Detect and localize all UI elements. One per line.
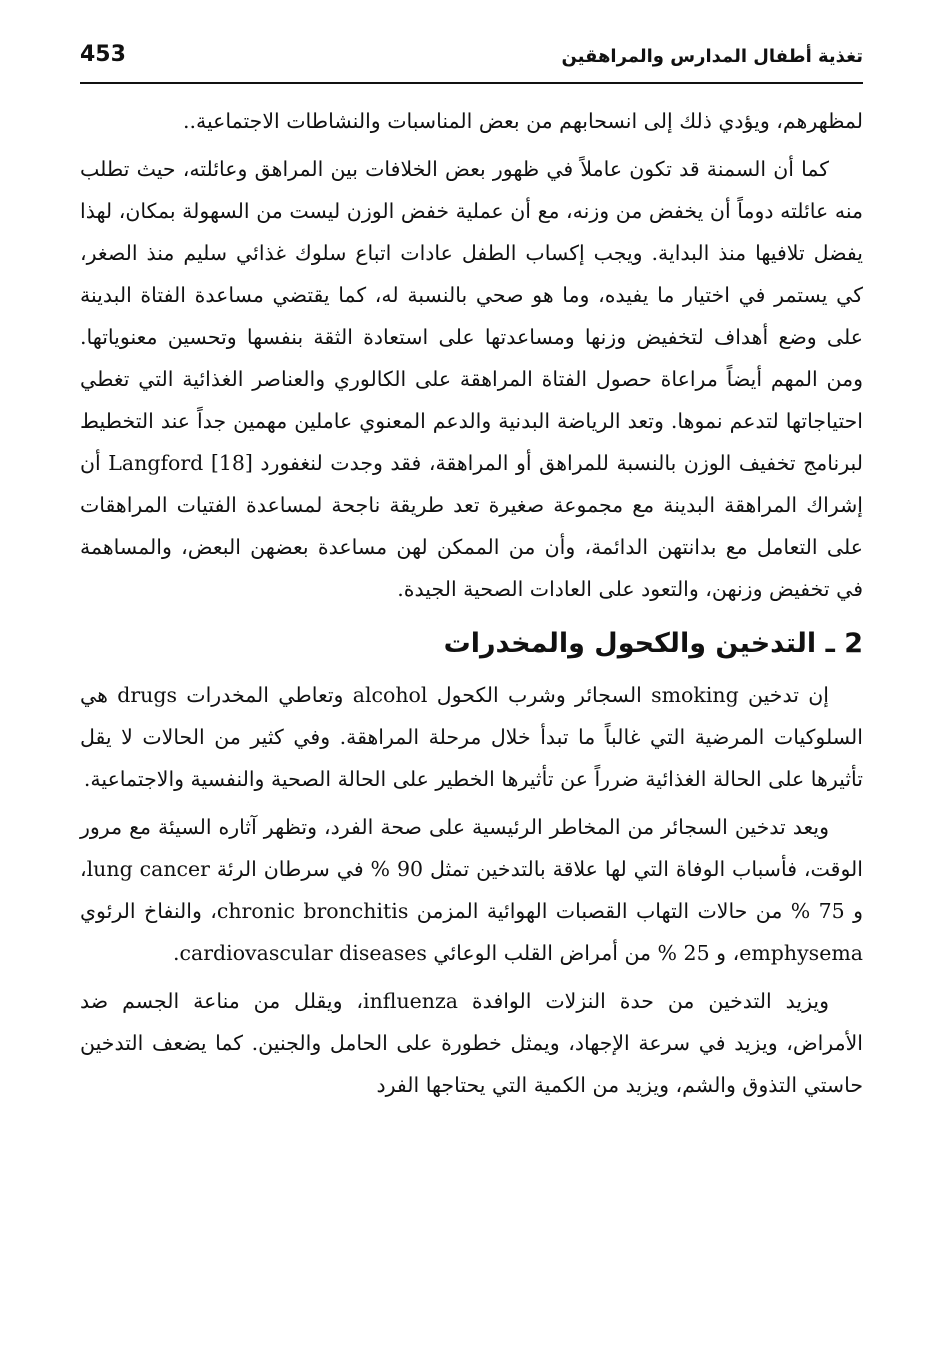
paragraph-smoking-intro: إن تدخين smoking السجائر وشرب الكحول alcohol وتعاطي المخدرات drugs هي السلوكيات المرضية التي غالباً ما تبدأ خلال مرحلة المراهقة. وفي كثير من الحالات لا يقل تأثيرها على الحالة الغذائية ضرراً عن تأثيرها الخطير على الحالة الصحية والنفسية والاجتماعية.: [80, 683, 863, 791]
body-text: [80, 100, 863, 1106]
paragraph-smoking-effects: ويزيد التدخين من حدة النزلات الوافدة influenza، ويقلل من مناعة الجسم ضد الأمراض، ويزيد في سرعة الإجهاد، ويمثل خطورة على الحامل والجنين. كما يضعف التدخين حاستي التذوق والشم، ويزيد من الكمية التي يحتاجها الفرد: [80, 989, 863, 1097]
header-divider: [80, 82, 863, 84]
paragraph-obesity-family: كما أن السمنة قد تكون عاملاً في ظهور بعض الخلافات بين المراهق وعائلته، حيث تطلب منه عائلته دوماً أن يخفض من وزنه، مع أن عملية خفض الوزن ليست من السهولة بمكان، لهذا يفضل تلافيها منذ البداية. ويجب إكساب الطفل عادات اتباع سلوك غذائي سليم منذ الصغر، كي يستمر في اختيار ما يفيده، وما هو صحي بالنسبة له، كما يقتضي مساعدة الفتاة البدينة على وضع أهداف لتخفيض وزنها ومساعدتها على استعادة الثقة بنفسها وتحسين معنوياتها. ومن المهم أيضاً مراعاة حصول الفتاة المراهقة على الكالوري والعناصر الغذائية التي تغطي احتياجاتها لتدعم نموها. وتعد الرياضة البدنية والدعم المعنوي عاملين مهمين جداً عند التخطيط لبرنامج تخفيف الوزن بالنسبة للمراهق أو المراهقة، فقد وجدت لنغفورد Langford [18] أن إشراك المراهقة البدينة مع مجموعة صغيرة تعد طريقة ناجحة لمساعدة الفتيات المراهقات على التعامل مع بدانتهن الدائمة، وأن من الممكن لهن مساعدة بعضهن البعض، والمساهمة في تخفيض وزنهن، والتعود على العادات الصحية الجيدة.: [80, 157, 863, 601]
page-number: 453: [80, 42, 126, 67]
paragraph-smoking-risks: ويعد تدخين السجائر من المخاطر الرئيسية على صحة الفرد، وتظهر آثاره السيئة مع مرور الوقت، فأسباب الوفاة التي لها علاقة بالتدخين تمثل 90 % في سرطان الرئة lung cancer، و 75 % من حالات التهاب القصبات الهوائية المزمن chronic bronchitis، والنفاخ الرئوي emphysema، و 25 % من أمراض القلب الوعائي cardiovascular diseases.: [80, 815, 864, 965]
section-heading: 2 ـ التدخين والكحول والمخدرات: [443, 628, 863, 659]
running-header: [80, 40, 863, 80]
paragraph-continuation: لمظهرهم، ويؤدي ذلك إلى انسحابهم من بعض المناسبات والنشاطات الاجتماعية..: [182, 109, 863, 133]
running-header-title: تغذية أطفال المدارس والمراهقين: [561, 46, 863, 67]
